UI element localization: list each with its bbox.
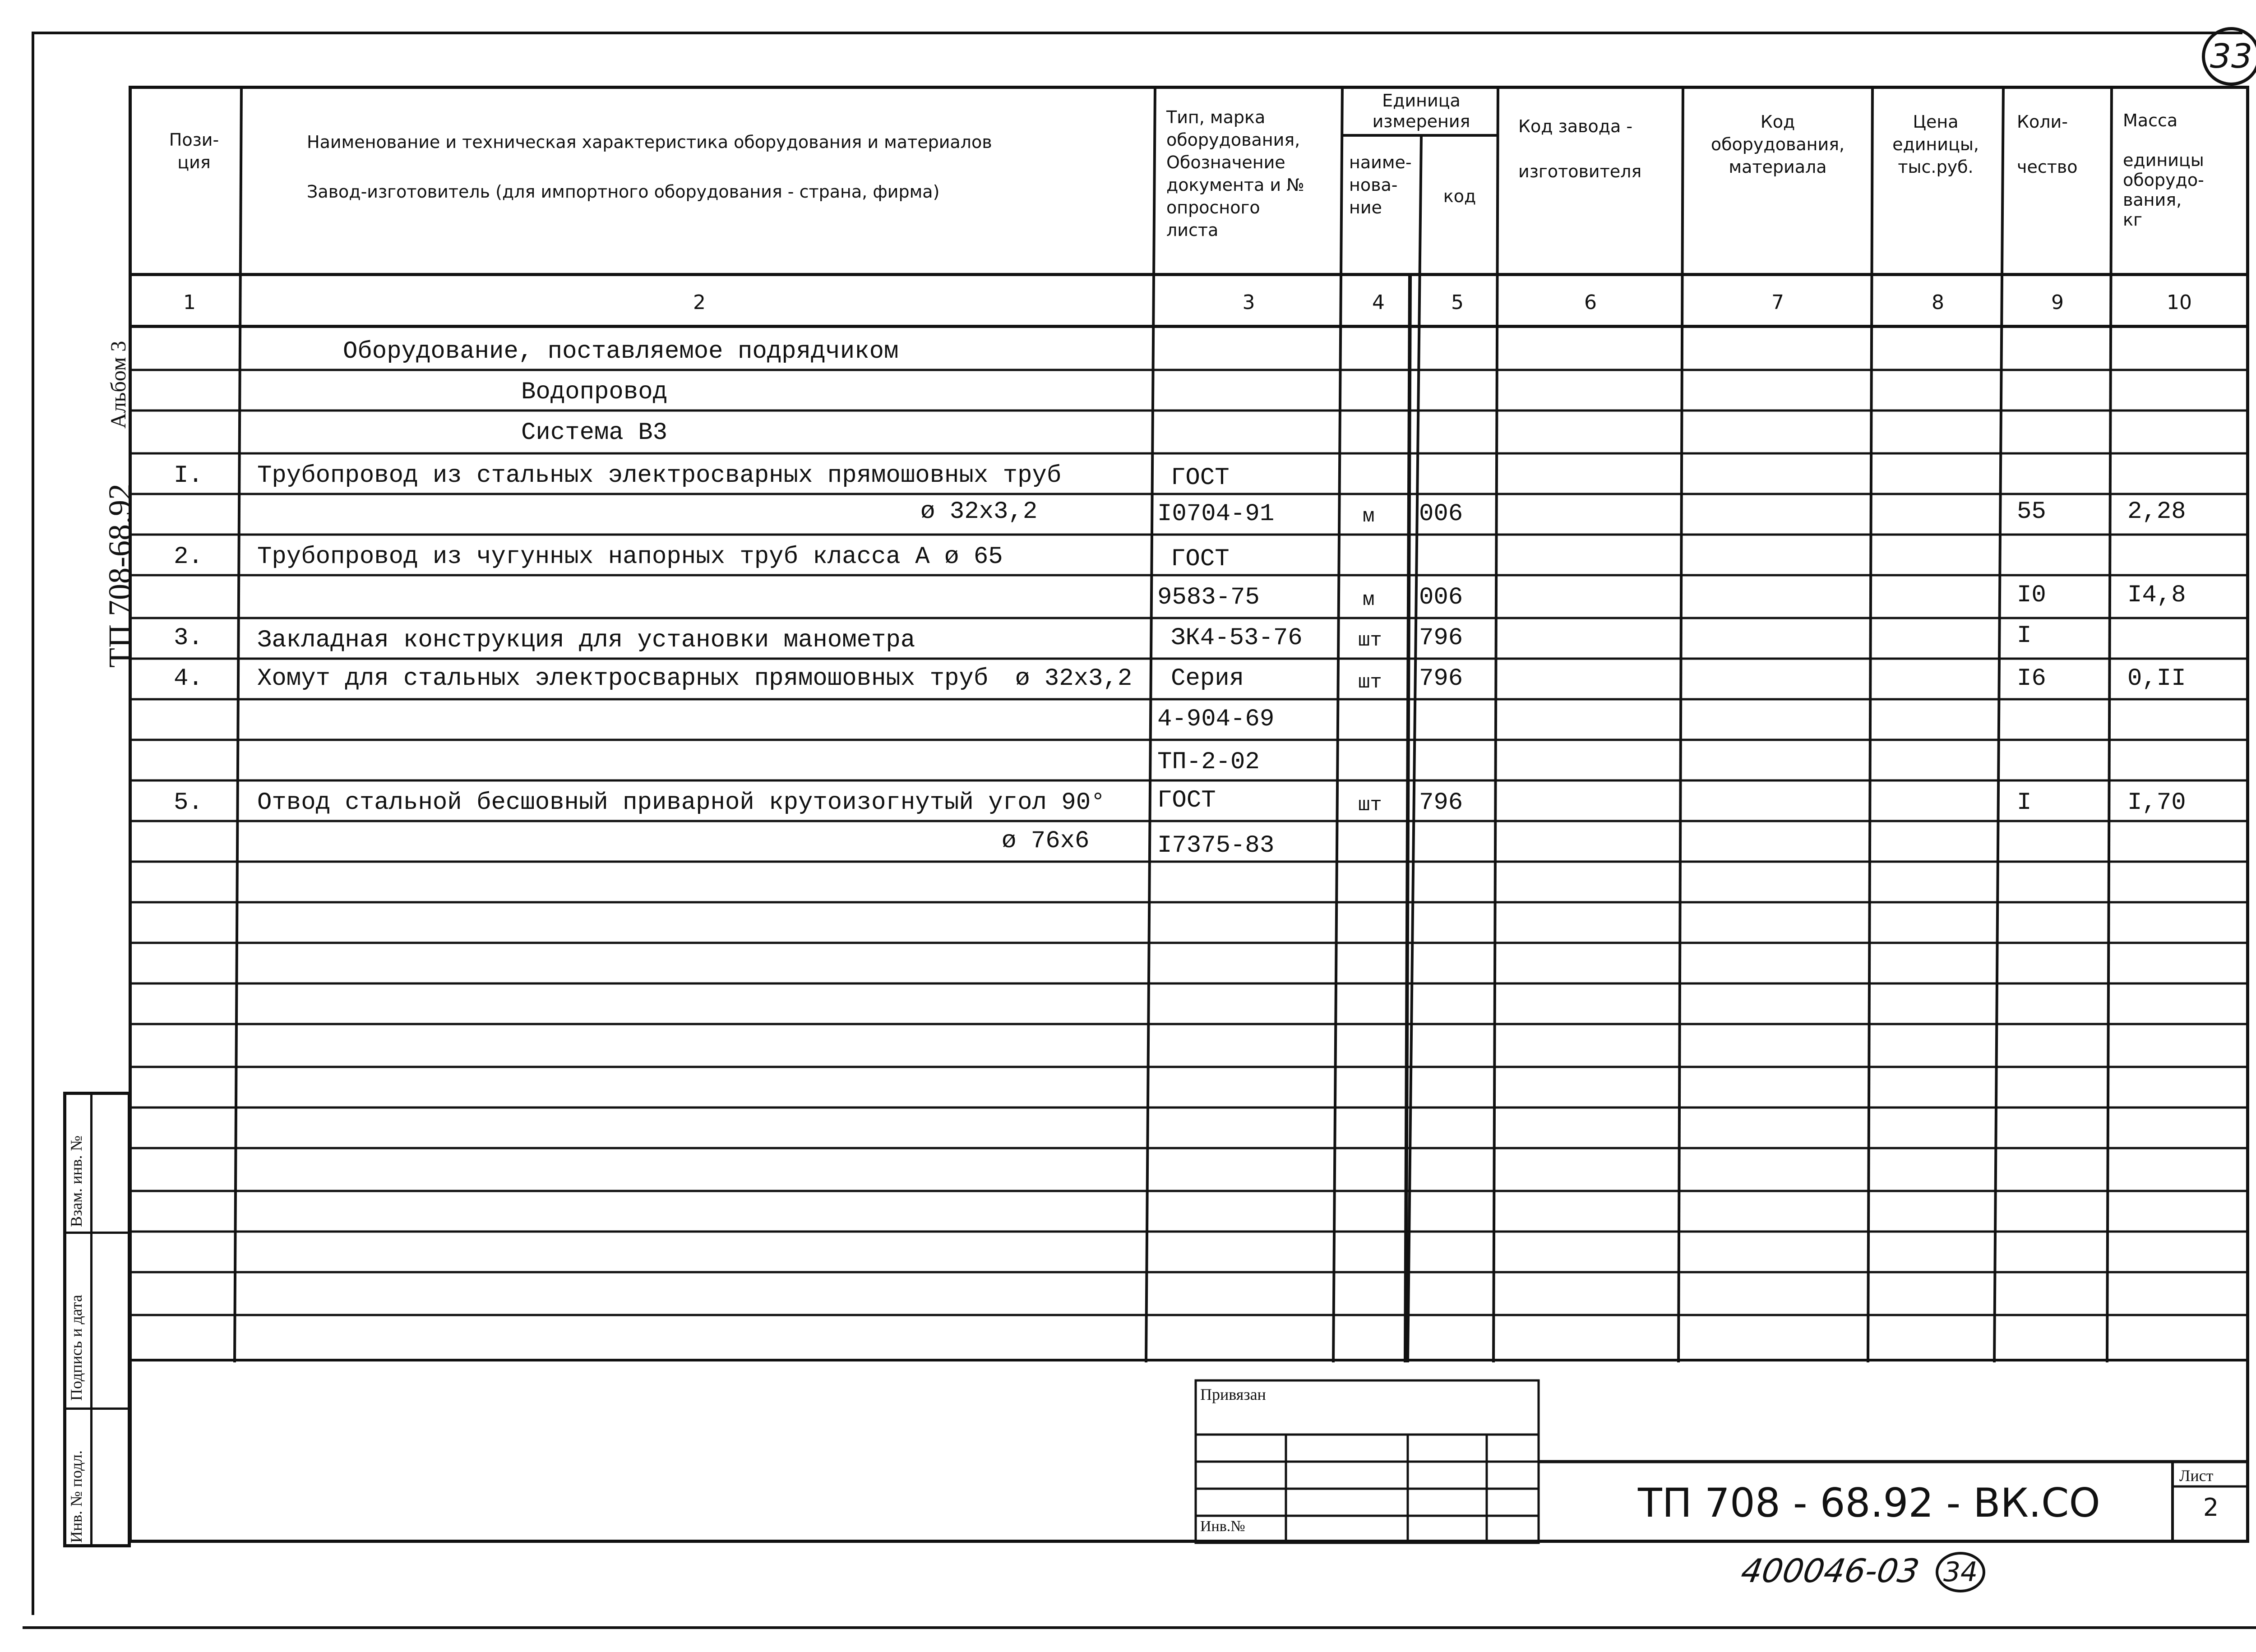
item-3-unit: шт	[1358, 629, 1382, 652]
header-mass: Масса единицы оборудо- вания, кг	[2123, 111, 2204, 230]
item-5-type-num: I7375-83	[1157, 832, 1275, 859]
header-name: Наименование и техническая характеристика оборудования и материалов	[307, 132, 992, 152]
colnum-1: 1	[183, 291, 196, 314]
item-2-name: Трубопровод из чугунных напорных труб класса А ø 65	[257, 543, 1003, 571]
colnum-4: 4	[1372, 291, 1385, 314]
stamp-list-number: 2	[2203, 1493, 2219, 1522]
item-4-name: Хомут для стальных электросварных прямошовных труб	[257, 665, 989, 692]
colnum-6: 6	[1584, 291, 1597, 314]
stamp-list-label: Лист	[2179, 1467, 2214, 1485]
item-5-type: ГОСТ	[1157, 787, 1216, 814]
item-4-qty: I6	[2017, 665, 2046, 692]
side-inv-podl: Инв. № подл.	[67, 1450, 85, 1543]
col-line-2	[1146, 86, 1155, 1362]
sheet-number-circle-bottom: 34	[1936, 1552, 1985, 1592]
item-3-qty: I	[2017, 622, 2032, 650]
item-4-tp: ТП-2-02	[1157, 748, 1260, 776]
colnum-2: 2	[693, 291, 706, 314]
item-4-pos: 4.	[174, 665, 203, 692]
item-1-code: 006	[1419, 500, 1463, 528]
side-album: Альбом 3	[106, 341, 130, 429]
section-heading-system: Система В3	[521, 419, 668, 447]
header-position: Пози- ция	[169, 130, 219, 172]
item-4-type: Серия	[1171, 665, 1244, 692]
header-unit-name: наиме- нова- ние	[1349, 152, 1412, 217]
item-1-dim: ø 32x3,2	[920, 498, 1038, 526]
col-line-5	[1493, 86, 1498, 1362]
item-2-qty: I0	[2017, 581, 2046, 609]
colnum-10: 10	[2167, 291, 2192, 314]
item-2-type: ГОСТ	[1171, 545, 1230, 573]
section-heading-water: Водопровод	[521, 378, 668, 406]
item-4-code: 796	[1419, 665, 1463, 692]
stamp-doc-code: ТП 708 - 68.92 - ВК.СО	[1638, 1480, 2100, 1526]
item-5-pos: 5.	[174, 789, 203, 817]
stamp-privyazan: Привязан	[1200, 1385, 1266, 1403]
side-doc-code: ТП 708-68.92	[102, 484, 138, 668]
item-2-unit: м	[1363, 589, 1375, 611]
header-type: Тип, марка оборудования, Обозначение документа и № опросного листа	[1166, 107, 1304, 240]
header-quantity: Коли- чество	[2017, 112, 2078, 177]
header-manufacturer: Завод-изготовитель (для импортного оборудования - страна, фирма)	[307, 182, 940, 202]
item-4-unit: шт	[1358, 671, 1382, 694]
item-5-code: 796	[1419, 789, 1463, 817]
item-3-code: 796	[1419, 624, 1463, 652]
item-2-code: 006	[1419, 584, 1463, 611]
col-line-1	[235, 86, 241, 1362]
item-1-type: ГОСТ	[1171, 464, 1230, 492]
colnum-5: 5	[1451, 291, 1464, 314]
col-line-8	[1994, 86, 2003, 1362]
col-line-9	[2107, 86, 2112, 1362]
item-2-pos: 2.	[174, 543, 203, 571]
item-4-mass: 0,II	[2127, 665, 2186, 692]
item-1-pos: I.	[174, 462, 203, 489]
item-5-mass: I,70	[2127, 789, 2186, 817]
handwritten-archive-number: 400046-03	[1738, 1552, 1922, 1590]
item-1-unit: м	[1363, 505, 1375, 528]
sheet-number-circle: 33	[2202, 27, 2256, 86]
header-factory-code: Код завода - изготовителя	[1518, 116, 1642, 181]
side-podpis: Подпись и дата	[67, 1295, 85, 1401]
colnum-7: 7	[1771, 291, 1784, 314]
item-1-mass: 2,28	[2127, 498, 2186, 526]
item-4-dim: ø 32x3,2	[1015, 665, 1133, 692]
col-line-3	[1333, 86, 1342, 1362]
item-1-name: Трубопровод из стальных электросварных прямошовных труб	[257, 462, 1062, 489]
colnum-3: 3	[1242, 291, 1255, 314]
colnum-8: 8	[1932, 291, 1944, 314]
item-3-type: ЗК4-53-76	[1171, 624, 1303, 652]
item-1-qty: 55	[2017, 498, 2046, 526]
col-line-7	[1868, 86, 1872, 1362]
item-3-name: Закладная конструкция для установки манометра	[257, 627, 915, 654]
item-3-pos: 3.	[174, 624, 203, 652]
section-heading-equipment: Оборудование, поставляемое подрядчиком	[343, 338, 899, 365]
col-line-6	[1678, 86, 1683, 1362]
header-material-code: Код оборудования, материала	[1710, 112, 1845, 177]
item-1-type-num: I0704-91	[1157, 500, 1275, 528]
colnum-9: 9	[2051, 291, 2064, 314]
stamp-inv-no: Инв.№	[1200, 1518, 1245, 1535]
item-5-unit: шт	[1358, 794, 1382, 817]
item-2-type-num: 9583-75	[1157, 584, 1260, 611]
item-5-dim: ø 76x6	[1002, 827, 1090, 855]
header-unit: Единица измерения	[1372, 91, 1470, 131]
header-price: Цена единицы, тыс.руб.	[1892, 112, 1979, 177]
item-5-name: Отвод стальной бесшовный приварной крутоизогнутый угол 90°	[257, 789, 1105, 817]
item-5-qty: I	[2017, 789, 2032, 817]
header-unit-code: код	[1443, 186, 1476, 206]
item-4-series: 4-904-69	[1157, 706, 1275, 733]
side-inv-vzam: Взам. инв. №	[67, 1135, 85, 1227]
item-2-mass: I4,8	[2127, 581, 2186, 609]
